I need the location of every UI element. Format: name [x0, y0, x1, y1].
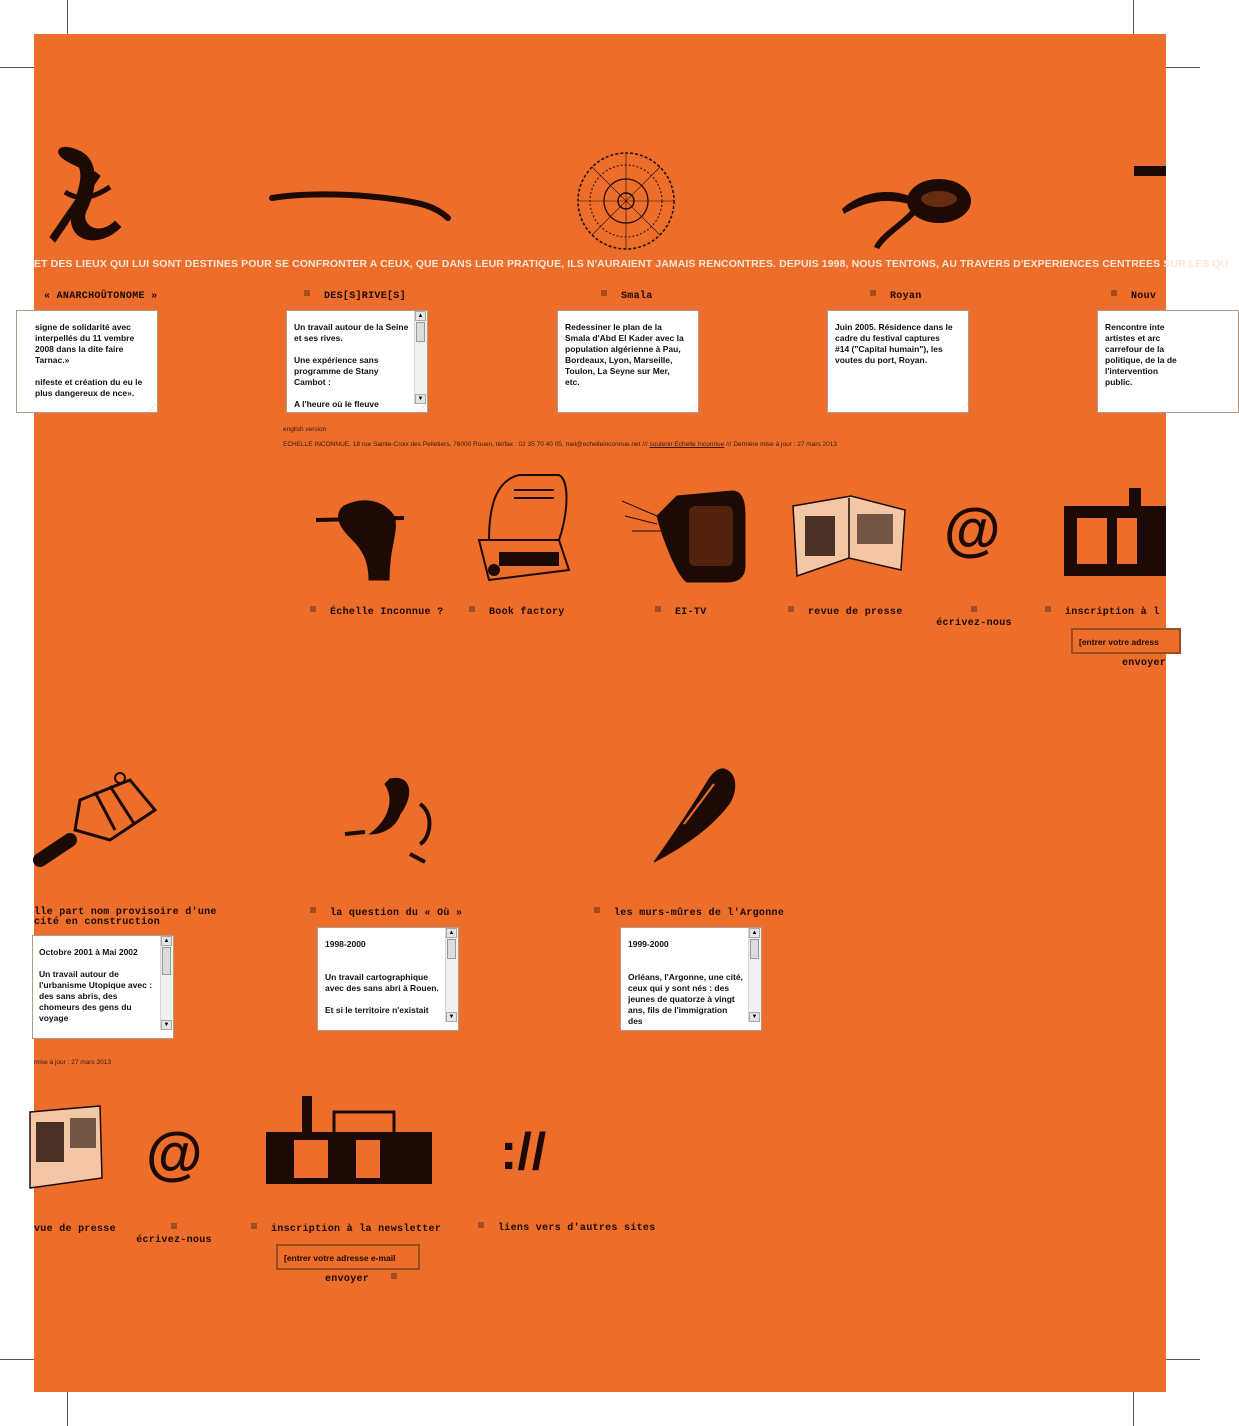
scroll-thumb[interactable] [447, 939, 456, 959]
resize-grip-icon[interactable]: ⋰ [961, 405, 967, 411]
nav-revue-de-presse[interactable]: revue de presse [788, 607, 903, 618]
project-textarea-smala[interactable]: Redessiner le plan de la Smala d'Abd El Kader avec la population algérienne à Pau, Bordeaux, Lyon, Marseille, Toulon, La Seyne sur Mer, etc. ⋰ [557, 310, 699, 413]
at-sign-icon[interactable]: @ [944, 497, 1001, 562]
scroll-down-icon[interactable]: ▼ [446, 1012, 457, 1022]
anarcho-symbol-image[interactable] [40, 142, 130, 252]
resize-grip-icon[interactable]: ⋰ [691, 405, 697, 411]
update-date-2: mise à jour : 27 mars 2013 [34, 1059, 111, 1066]
project-title-royan[interactable]: Royan [870, 291, 922, 302]
rope-line-image[interactable] [270, 184, 450, 224]
resize-grip-icon[interactable]: ⋰ [420, 405, 426, 411]
support-link[interactable]: soutenir Echelle Inconnue [649, 441, 725, 448]
newsletter-machine-image[interactable] [1059, 486, 1166, 586]
murs-mures-image[interactable] [644, 764, 744, 864]
scrollbar[interactable] [748, 928, 761, 1022]
smala-map-image[interactable] [574, 149, 678, 253]
footer-address: ECHELLE INCONNUE, 18 rue Sainte-Croix des Pelletiers, 76000 Rouen, tél/fax : 02 35 70 40 05, mel@echelleinconnue.net /// soutenir Echelle Inconnue /// Dernière mise à jour : 27 mars 2013 [283, 441, 838, 448]
scrollbar[interactable] [160, 936, 173, 1030]
project-title-smala[interactable]: Smala [601, 291, 653, 302]
ei-tv-image[interactable] [617, 486, 747, 590]
project-title-murs-mures[interactable]: les murs-mûres de l'Argonne [594, 908, 784, 919]
newsletter-machine-image-2[interactable] [264, 1092, 434, 1198]
project-textarea-nouv[interactable]: Rencontre inte artistes et arc carrefour de la politique, de la de l'intervention public. [1097, 310, 1239, 413]
newsletter-submit-button[interactable]: envoyer [1122, 658, 1167, 669]
resize-grip-icon[interactable]: ⋰ [150, 405, 156, 411]
scroll-up-icon[interactable]: ▲ [749, 928, 760, 938]
nav-inscription-newsletter-2[interactable]: inscription à la newsletter [251, 1224, 441, 1235]
nav-ei-tv[interactable]: EI-TV [655, 607, 707, 618]
nav-liens-2[interactable]: liens vers d'autres sites [478, 1224, 578, 1234]
newsletter-email-input-2[interactable]: [entrer votre adresse e-mail [276, 1244, 420, 1270]
book-factory-image[interactable] [459, 470, 579, 588]
question-ou-image[interactable] [340, 774, 440, 864]
scroll-down-icon[interactable]: ▼ [161, 1020, 172, 1030]
nav-ecrivez-nous[interactable]: écrivez-nous [935, 607, 1013, 629]
project-textarea-dessrives[interactable]: Un travail autour de la Seine et ses rives. Une expérience sans programme de Stany Cambot : A l'heure où le fleuve ▲ ▼ ⋰ [286, 310, 428, 413]
project-textarea-anarchoutonome[interactable]: signe de solidarité avec interpellés du 11 vembre 2008 dans la dite faire Tarnac.» nifeste et création du eu le plus dangereux de nce». ⋰ [16, 310, 158, 413]
project-title-dessrives[interactable]: DES[S]RIVE[S] [304, 291, 406, 302]
project-textarea-royan[interactable]: Juin 2005. Résidence dans le cadre du festival captures #14 ("Capital humain"), les voutes du port, Royan. ⋰ [827, 310, 969, 413]
project-textarea-murs-mures[interactable]: 1999-2000 Orléans, l'Argonne, une cité, ceux qui y sont nés : des jeunes de quatorze à vingt ans, fils de l'immigration des ▲ ▼ [620, 927, 762, 1031]
scroll-thumb[interactable] [162, 947, 171, 975]
nouv-image-edge[interactable] [1134, 166, 1166, 176]
nulle-part-image[interactable] [40, 770, 164, 870]
hand-pen-image[interactable] [314, 496, 414, 582]
press-magazine-image[interactable] [791, 486, 907, 582]
newsletter-submit-button-2[interactable]: envoyer [325, 1274, 397, 1285]
scrollbar[interactable] [445, 928, 458, 1022]
project-title-anarchoutonome[interactable]: « ANARCHOÛTONOME » [44, 291, 158, 302]
scrolling-ticker: ET DES LIEUX QUI LUI SONT DESTINES POUR SE CONFRONTER A CEUX, QUE DANS LEUR PRATIQUE, ILS N'AURAIENT JAMAIS RENCONTRES. DEPUIS 1998, NOUS TENTONS, AU TRAVERS D'EXPERIENCES CENTREES SUR LES QU [34, 258, 1229, 270]
nav-ecrivez-nous-2[interactable]: écrivez-nous [134, 1224, 214, 1246]
newsletter-email-input[interactable]: [entrer votre adress [1071, 628, 1181, 654]
at-sign-icon-2[interactable]: @ [146, 1121, 203, 1186]
nav-echelle-inconnue[interactable]: Échelle Inconnue ? [310, 607, 443, 618]
scroll-up-icon[interactable]: ▲ [415, 311, 426, 321]
project-textarea-nulle-part[interactable]: Octobre 2001 à Mai 2002 Un travail autour de l'urbanisme Utopique avec : des sans abris, des chomeurs des gens du voyage ▲ ▼ [32, 935, 174, 1039]
nav-inscription[interactable]: inscription à l [1045, 607, 1160, 618]
scroll-thumb[interactable] [416, 322, 425, 342]
project-title-nulle-part[interactable]: lle part nom provisoire d'une cité en construction [34, 907, 217, 928]
scroll-up-icon[interactable]: ▲ [446, 928, 457, 938]
scroll-up-icon[interactable]: ▲ [161, 936, 172, 946]
scroll-down-icon[interactable]: ▼ [749, 1012, 760, 1022]
scrollbar[interactable] [414, 311, 427, 404]
page-canvas [34, 34, 1229, 1392]
english-version-link[interactable]: english version [283, 426, 327, 433]
scroll-down-icon[interactable]: ▼ [415, 394, 426, 404]
project-title-nouv[interactable]: Nouv [1111, 291, 1156, 302]
nav-revue-de-presse-2[interactable]: vue de presse [34, 1224, 116, 1235]
scroll-thumb[interactable] [750, 939, 759, 959]
project-title-question-ou[interactable]: la question du « Où » [310, 908, 462, 919]
links-glyph-icon[interactable]: :// [500, 1123, 547, 1181]
project-textarea-question-ou[interactable]: 1998-2000 Un travail cartographique avec des sans abri à Rouen. Et si le territoire n'existait ▲ ▼ [317, 927, 459, 1031]
press-magazine-image-2[interactable] [30, 1102, 106, 1192]
nav-book-factory[interactable]: Book factory [469, 607, 565, 618]
royan-tool-image[interactable] [834, 169, 974, 249]
